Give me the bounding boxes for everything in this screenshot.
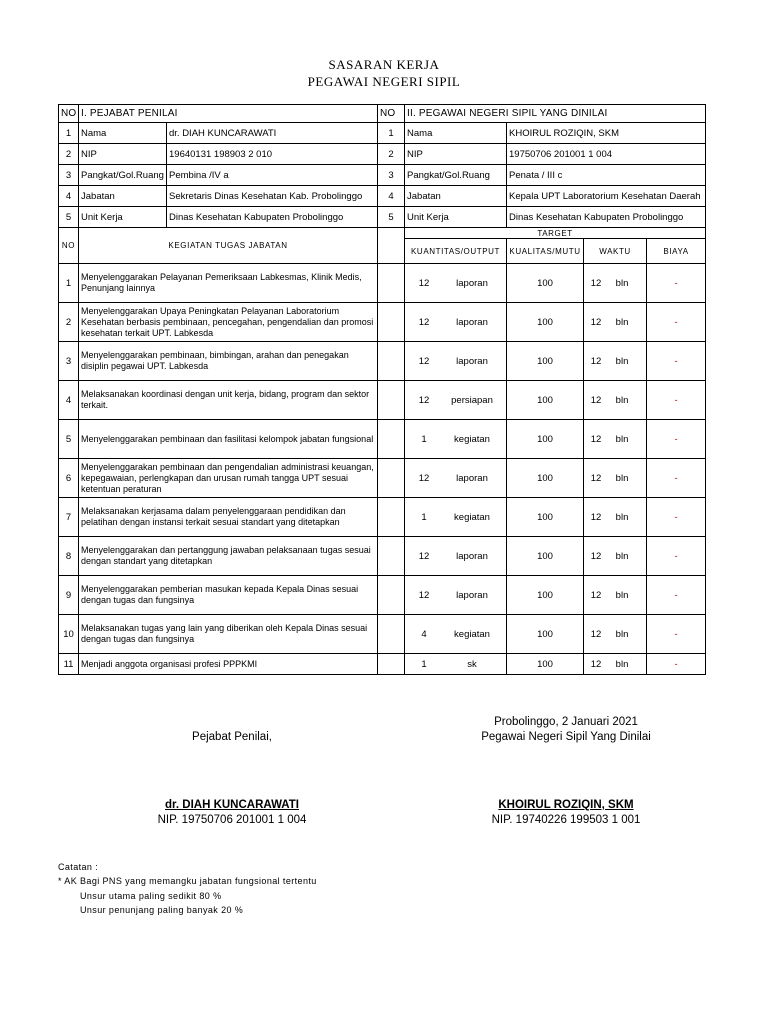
activity-row	[59, 264, 706, 303]
activity-row	[59, 537, 706, 576]
activity-spacer	[378, 498, 405, 537]
quantity-unit: laporan	[456, 472, 488, 484]
identity-row	[59, 186, 706, 207]
quantity-value: 12	[418, 472, 430, 484]
activity-quality: 100	[507, 498, 584, 537]
header-pejabat-penilai: I. PEJABAT PENILAI	[79, 105, 378, 123]
right-signer-role: Pegawai Negeri Sipil Yang Dinilai	[481, 731, 651, 743]
document-subtitle: PEGAWAI NEGERI SIPIL	[307, 74, 461, 89]
dinilai-no: 4	[378, 186, 405, 207]
activity-quality: 100	[507, 381, 584, 420]
dinilai-value: KHOIRUL ROZIQIN, SKM	[507, 123, 706, 144]
activity-row	[59, 654, 706, 675]
activity-cost: -	[647, 615, 706, 654]
activity-spacer	[378, 654, 405, 675]
activity-cost: -	[647, 420, 706, 459]
time-unit: bln	[615, 316, 629, 328]
time-unit: bln	[615, 658, 629, 670]
time-unit: bln	[615, 550, 629, 562]
activity-cost: -	[647, 303, 706, 342]
time-unit: bln	[615, 277, 629, 289]
time-unit: bln	[615, 394, 629, 406]
column-no: NO	[59, 228, 79, 264]
identity-row	[59, 144, 706, 165]
identity-row	[59, 207, 706, 228]
penilai-value: Pembina /IV a	[167, 165, 378, 186]
time-value: 12	[590, 277, 602, 289]
activity-text: Menyelenggarakan pemberian masukan kepada Kepala Dinas sesuai dengan tugas dan fungsinya	[79, 576, 378, 615]
time-value: 12	[590, 658, 602, 670]
activity-cost: -	[647, 576, 706, 615]
activity-text: Menyelenggarakan pembinaan dan pengendalian administrasi keuangan, kepegawaian, perlengkapan dan urusan rumah tangga UPT sesuai ketentuan peraturan	[79, 459, 378, 498]
activity-cost: -	[647, 498, 706, 537]
quantity-value: 4	[421, 628, 427, 640]
activity-time	[584, 576, 647, 615]
activity-text: Melaksanakan koordinasi dengan unit kerja, bidang, program dan sektor terkait.	[79, 381, 378, 420]
quantity-unit: persiapan	[451, 394, 493, 406]
activity-text: Menyelenggarakan pembinaan, bimbingan, arahan dan penegakan disiplin pegawai UPT. Labkesda	[79, 342, 378, 381]
activity-time	[584, 654, 647, 675]
activity-quality: 100	[507, 420, 584, 459]
activity-quality: 100	[507, 654, 584, 675]
activity-time	[584, 303, 647, 342]
penilai-label: Jabatan	[79, 186, 167, 207]
penilai-label: Nama	[79, 123, 167, 144]
dinilai-value: 19750706 201001 1 004	[507, 144, 706, 165]
quantity-value: 12	[418, 550, 430, 562]
penilai-no: 4	[59, 186, 79, 207]
quantity-value: 1	[421, 433, 427, 445]
activity-quantity	[405, 537, 507, 576]
activity-quantity	[405, 459, 507, 498]
activity-quantity	[405, 342, 507, 381]
activity-time	[584, 381, 647, 420]
activity-row	[59, 459, 706, 498]
activity-cost: -	[647, 654, 706, 675]
activity-row	[59, 381, 706, 420]
activity-text: Menyelenggarakan dan pertanggung jawaban pelaksanaan tugas sesuai dengan standart yang ditetapkan	[79, 537, 378, 576]
left-signer-name: dr. DIAH KUNCARAWATI	[165, 799, 299, 811]
activity-quality: 100	[507, 537, 584, 576]
right-signer-nip: NIP. 19740226 199503 1 001	[491, 814, 641, 826]
notes-line-2: Unsur utama paling sedikit 80 %	[80, 891, 222, 901]
dinilai-label: Unit Kerja	[405, 207, 507, 228]
work-target-table	[58, 104, 706, 675]
column-spacer	[378, 228, 405, 264]
dinilai-no: 5	[378, 207, 405, 228]
activity-text: Melaksanakan tugas yang lain yang diberikan oleh Kepala Dinas sesuai dengan tugas dan fungsinya	[79, 615, 378, 654]
penilai-no: 5	[59, 207, 79, 228]
header-no-right: NO	[378, 105, 405, 123]
activity-no: 11	[59, 654, 79, 675]
dinilai-label: Nama	[405, 123, 507, 144]
quantity-value: 12	[418, 589, 430, 601]
time-value: 12	[590, 589, 602, 601]
column-biaya: BIAYA	[647, 239, 706, 264]
activity-quantity	[405, 654, 507, 675]
activity-no: 9	[59, 576, 79, 615]
quantity-unit: laporan	[456, 589, 488, 601]
quantity-unit: laporan	[456, 355, 488, 367]
activity-quantity	[405, 498, 507, 537]
quantity-value: 1	[421, 511, 427, 523]
identity-row	[59, 165, 706, 186]
activity-spacer	[378, 381, 405, 420]
penilai-value: Dinas Kesehatan Kabupaten Probolinggo	[167, 207, 378, 228]
activity-quantity	[405, 615, 507, 654]
column-waktu: WAKTU	[584, 239, 647, 264]
notes-line-1: * AK Bagi PNS yang memangku jabatan fungsional tertentu	[58, 876, 317, 886]
activity-quality: 100	[507, 264, 584, 303]
penilai-no: 3	[59, 165, 79, 186]
activity-no: 8	[59, 537, 79, 576]
time-unit: bln	[615, 628, 629, 640]
activity-spacer	[378, 342, 405, 381]
header-pns-dinilai: II. PEGAWAI NEGERI SIPIL YANG DINILAI	[405, 105, 706, 123]
penilai-no: 2	[59, 144, 79, 165]
time-unit: bln	[615, 472, 629, 484]
dinilai-label: Jabatan	[405, 186, 507, 207]
activity-no: 4	[59, 381, 79, 420]
activity-row	[59, 303, 706, 342]
dinilai-value: Kepala UPT Laboratorium Kesehatan Daerah	[507, 186, 706, 207]
activity-spacer	[378, 537, 405, 576]
header-no-left: NO	[59, 105, 79, 123]
activity-quantity	[405, 576, 507, 615]
time-value: 12	[590, 394, 602, 406]
quantity-value: 12	[418, 355, 430, 367]
activity-no: 3	[59, 342, 79, 381]
penilai-value: Sekretaris Dinas Kesehatan Kab. Probolinggo	[167, 186, 378, 207]
activity-row	[59, 342, 706, 381]
activity-no: 6	[59, 459, 79, 498]
activity-quantity	[405, 264, 507, 303]
activity-cost: -	[647, 264, 706, 303]
dinilai-value: Dinas Kesehatan Kabupaten Probolinggo	[507, 207, 706, 228]
column-target: TARGET	[405, 228, 706, 239]
quantity-unit: laporan	[456, 277, 488, 289]
activity-spacer	[378, 615, 405, 654]
penilai-label: NIP	[79, 144, 167, 165]
activity-cost: -	[647, 459, 706, 498]
activity-no: 2	[59, 303, 79, 342]
activity-text: Menyelenggarakan pembinaan dan fasilitasi kelompok jabatan fungsional	[79, 420, 378, 459]
penilai-value: 19640131 198903 2 010	[167, 144, 378, 165]
dinilai-no: 3	[378, 165, 405, 186]
activity-row	[59, 498, 706, 537]
activity-row	[59, 615, 706, 654]
penilai-label: Pangkat/Gol.Ruang	[79, 165, 167, 186]
activity-quality: 100	[507, 303, 584, 342]
activity-quantity	[405, 420, 507, 459]
activity-spacer	[378, 459, 405, 498]
time-value: 12	[590, 355, 602, 367]
right-signer-name: KHOIRUL ROZIQIN, SKM	[498, 799, 634, 811]
time-value: 12	[590, 316, 602, 328]
activity-quantity	[405, 381, 507, 420]
time-unit: bln	[615, 589, 629, 601]
activity-text: Melaksanakan kerjasama dalam penyelenggaraan pendidikan dan pelatihan dengan instansi terkait sesuai standart yang ditetapkan	[79, 498, 378, 537]
left-signer-role: Pejabat Penilai,	[192, 731, 272, 743]
penilai-no: 1	[59, 123, 79, 144]
column-kuantitas: KUANTITAS/OUTPUT	[405, 239, 507, 264]
activity-text: Menyelenggarakan Pelayanan Pemeriksaan Labkesmas, Klinik Medis, Penunjang lainnya	[79, 264, 378, 303]
activity-spacer	[378, 576, 405, 615]
time-value: 12	[590, 550, 602, 562]
column-kualitas: KUALITAS/MUTU	[507, 239, 584, 264]
activity-quantity	[405, 303, 507, 342]
activity-cost: -	[647, 381, 706, 420]
activity-quality: 100	[507, 576, 584, 615]
activity-time	[584, 498, 647, 537]
activity-no: 10	[59, 615, 79, 654]
activity-time	[584, 615, 647, 654]
column-kegiatan: KEGIATAN TUGAS JABATAN	[79, 228, 378, 264]
penilai-label: Unit Kerja	[79, 207, 167, 228]
quantity-value: 12	[418, 394, 430, 406]
quantity-unit: laporan	[456, 550, 488, 562]
activity-quality: 100	[507, 615, 584, 654]
activity-row	[59, 420, 706, 459]
activity-cost: -	[647, 342, 706, 381]
activity-no: 7	[59, 498, 79, 537]
activity-quality: 100	[507, 459, 584, 498]
activity-time	[584, 264, 647, 303]
time-value: 12	[590, 511, 602, 523]
activity-time	[584, 537, 647, 576]
notes-title: Catatan :	[58, 862, 99, 872]
time-unit: bln	[615, 511, 629, 523]
quantity-value: 1	[421, 658, 427, 670]
dinilai-value: Penata / III c	[507, 165, 706, 186]
quantity-unit: kegiatan	[454, 511, 490, 523]
time-unit: bln	[615, 433, 629, 445]
quantity-unit: kegiatan	[454, 628, 490, 640]
activity-quality: 100	[507, 342, 584, 381]
dinilai-no: 2	[378, 144, 405, 165]
quantity-unit: laporan	[456, 316, 488, 328]
identity-row	[59, 123, 706, 144]
quantity-unit: kegiatan	[454, 433, 490, 445]
time-unit: bln	[615, 355, 629, 367]
left-signer-nip: NIP. 19750706 201001 1 004	[157, 814, 307, 826]
penilai-value: dr. DIAH KUNCARAWATI	[167, 123, 378, 144]
activity-text: Menyelenggarakan Upaya Peningkatan Pelayanan Laboratorium Kesehatan berbasis pembinaan, pencegahan, pengendalian dan promosi kesehatan terkait UPT. Labkesda	[79, 303, 378, 342]
activity-text: Menjadi anggota organisasi profesi PPPKMI	[79, 654, 378, 675]
quantity-value: 12	[418, 316, 430, 328]
dinilai-label: NIP	[405, 144, 507, 165]
time-value: 12	[590, 628, 602, 640]
activity-spacer	[378, 303, 405, 342]
activity-cost: -	[647, 537, 706, 576]
activity-row	[59, 576, 706, 615]
document-title: SASARAN KERJA	[328, 57, 440, 72]
activity-time	[584, 420, 647, 459]
time-value: 12	[590, 433, 602, 445]
dinilai-no: 1	[378, 123, 405, 144]
dinilai-label: Pangkat/Gol.Ruang	[405, 165, 507, 186]
activity-no: 5	[59, 420, 79, 459]
activity-spacer	[378, 420, 405, 459]
notes-line-3: Unsur penunjang paling banyak 20 %	[80, 905, 244, 915]
activity-time	[584, 342, 647, 381]
activity-time	[584, 459, 647, 498]
activity-spacer	[378, 264, 405, 303]
activity-no: 1	[59, 264, 79, 303]
quantity-value: 12	[418, 277, 430, 289]
quantity-unit: sk	[467, 658, 477, 670]
time-value: 12	[590, 472, 602, 484]
place-date: Probolinggo, 2 Januari 2021	[494, 716, 638, 728]
